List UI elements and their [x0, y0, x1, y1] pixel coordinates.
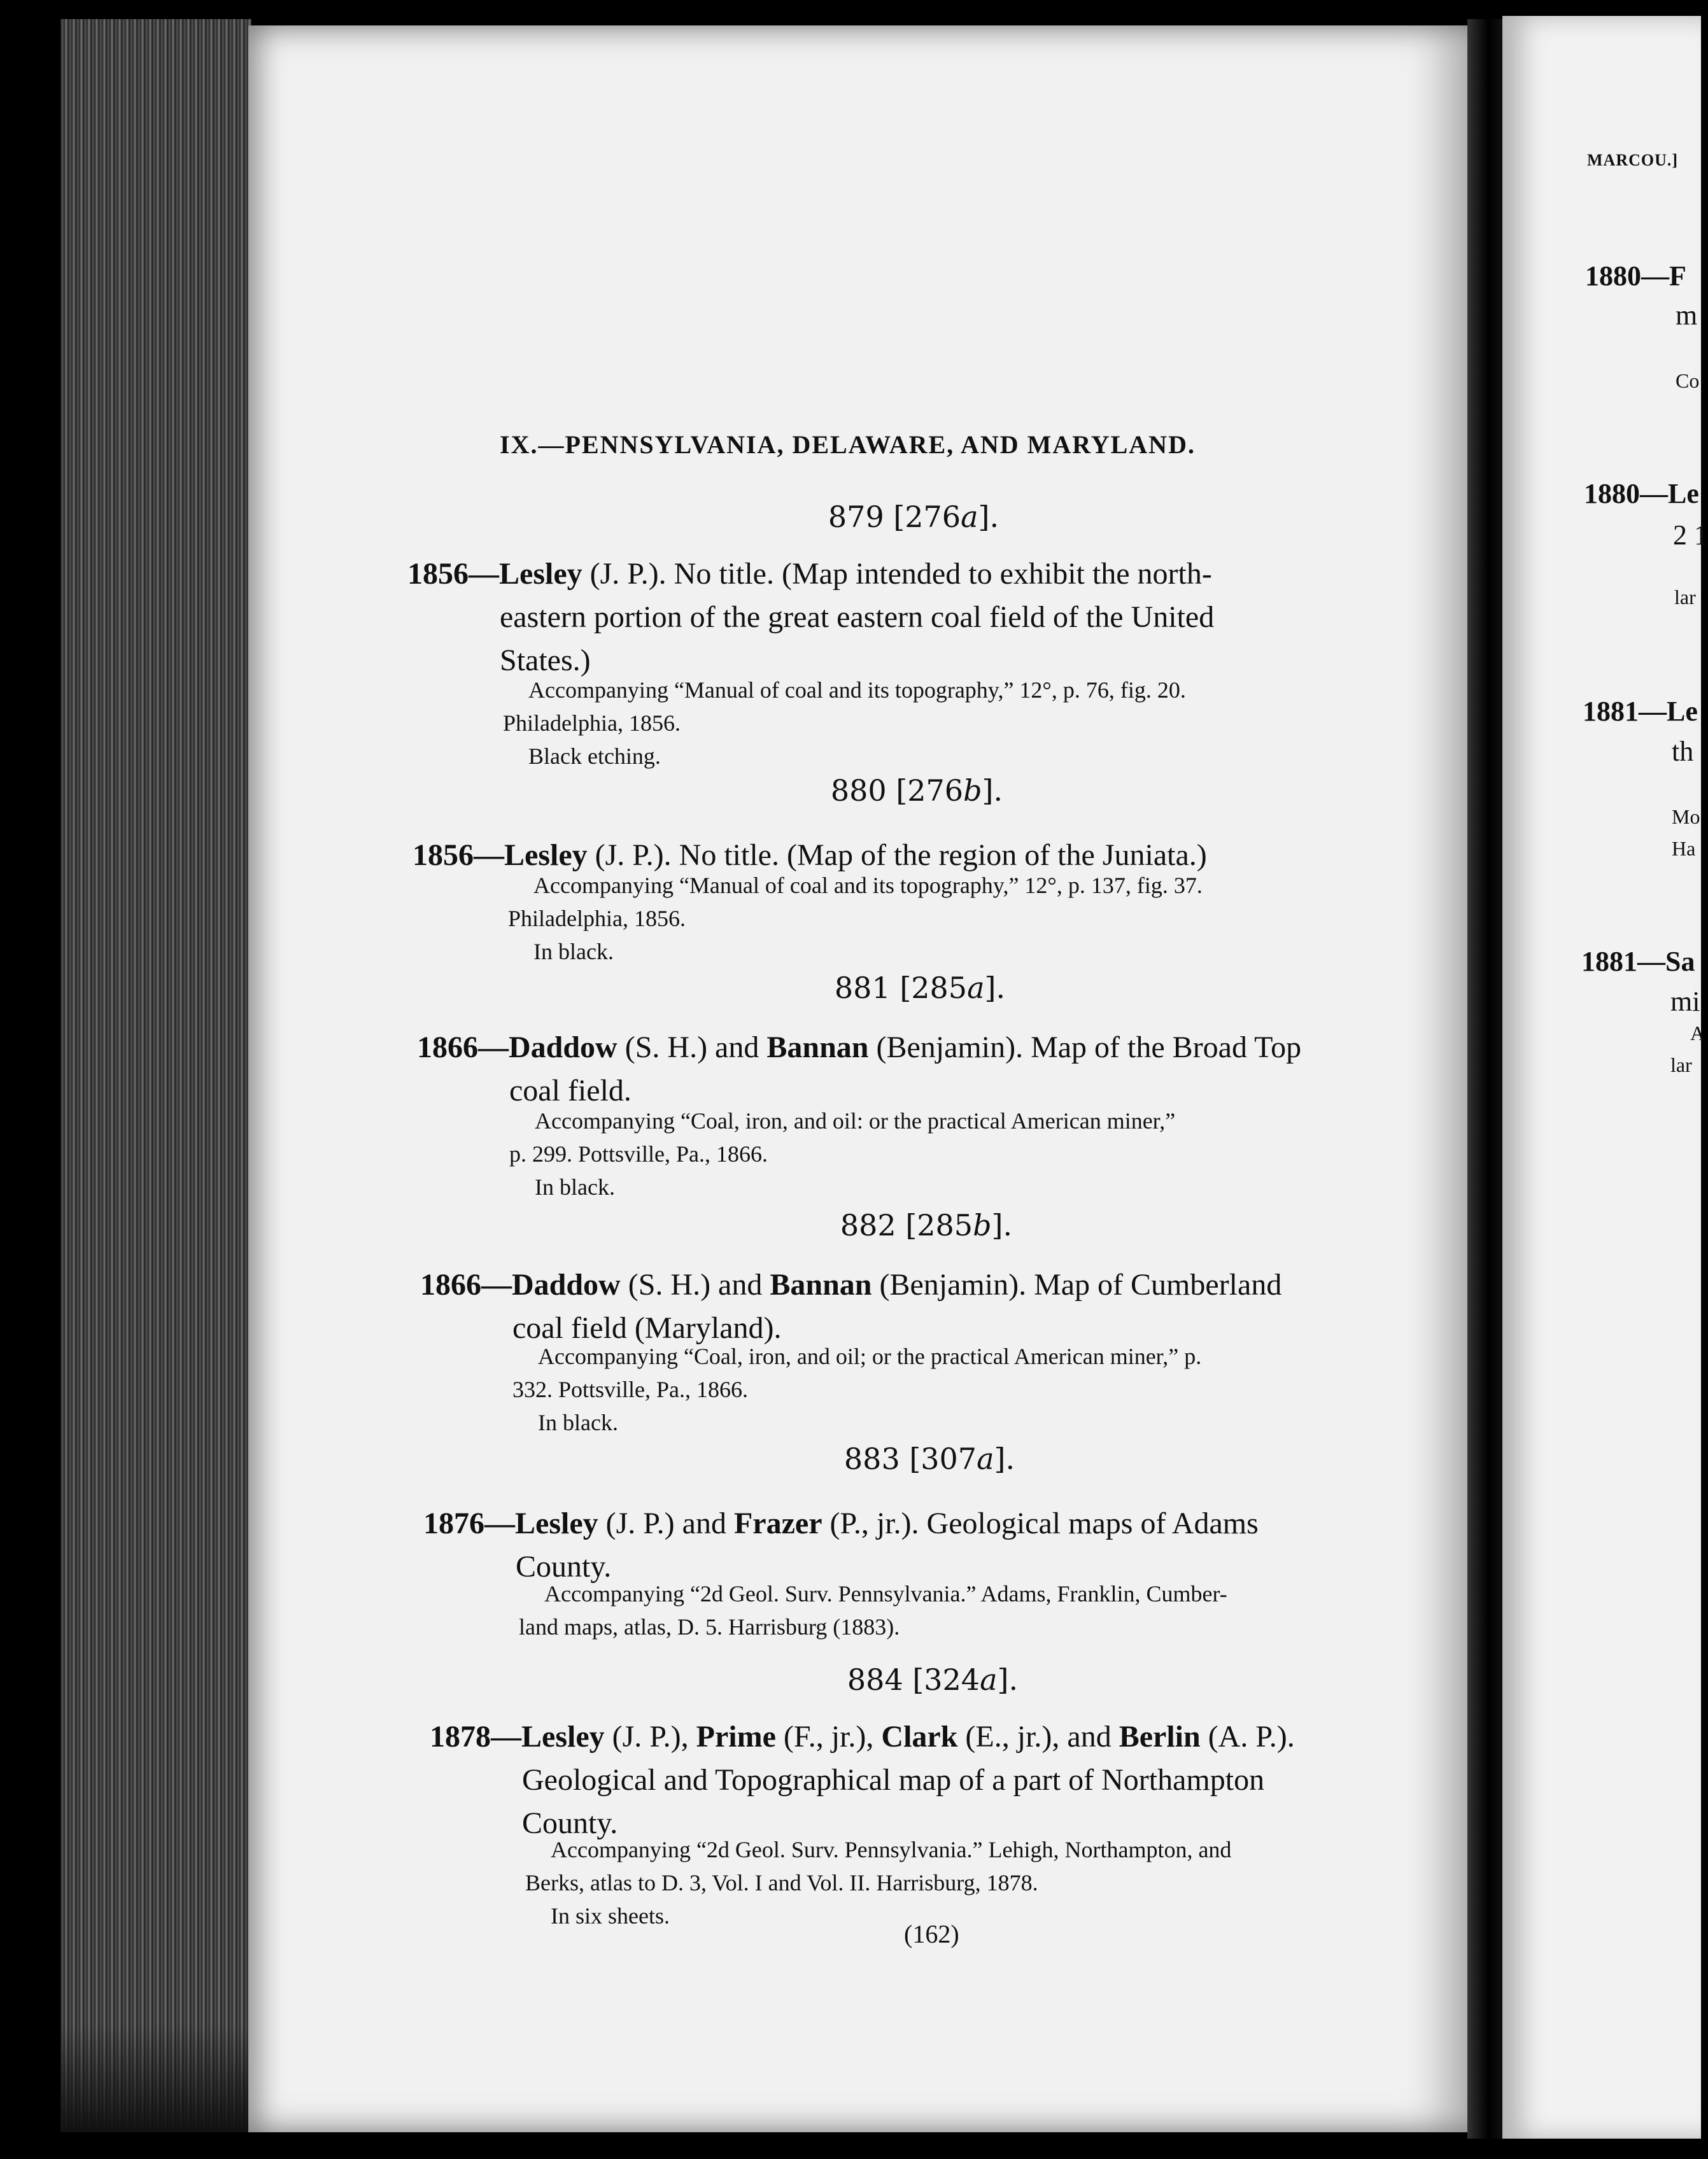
entry-title-880: 1856—Lesley (J. P.). No title. (Map of the region of the Juniata.) — [413, 838, 1207, 872]
entry-title-884: 1878—Lesley (J. P.), Prime (F., jr.), Clark (E., jr.), and Berlin (A. P.). Geological and Topographical map of a part of Northampton County. — [430, 1720, 1295, 1840]
right-fragment: 1881—Sa — [1581, 946, 1695, 977]
right-fragment: lar — [1670, 1053, 1692, 1076]
section-heading: IX.—PENNSYLVANIA, DELAWARE, AND MARYLAND. — [500, 430, 1196, 459]
book-gutter — [1467, 19, 1502, 2139]
entry-ref-880: 880 [276b]. — [830, 773, 1003, 808]
right-fragment: 1881—Le — [1583, 696, 1698, 727]
right-fragment: 1880—Le — [1584, 478, 1699, 509]
entry-ref-879: 879 [276a]. — [828, 500, 999, 534]
entry-notes-880: Accompanying “Manual of coal and its topography,” 12°, p. 137, fig. 37. Philadelphia, 1856. In black. — [508, 873, 1203, 964]
entry-notes-883: Accompanying “2d Geol. Surv. Pennsylvania.” Adams, Franklin, Cumber- land maps, atlas, D. 5. Harrisburg (1883). — [519, 1581, 1227, 1640]
entry-ref-882: 882 [285b]. — [840, 1208, 1013, 1242]
entry-notes-882: Accompanying “Coal, iron, and oil; or the practical American miner,” p. 332. Pottsville, Pa., 1866. In black. — [512, 1344, 1202, 1435]
entry-title-881: 1866—Daddow (S. H.) and Bannan (Benjamin). Map of the Broad Top coal field. — [417, 1030, 1302, 1108]
right-fragment: mi — [1670, 986, 1700, 1017]
entry-ref-884: 884 [324a]. — [847, 1663, 1019, 1697]
entry-ref-883: 883 [307a]. — [843, 1442, 1015, 1476]
right-page — [1502, 16, 1701, 2139]
entry-title-883: 1876—Lesley (J. P.) and Frazer (P., jr.). Geological maps of Adams County. — [423, 1507, 1259, 1584]
right-fragment: th — [1672, 736, 1694, 767]
right-fragment: A — [1690, 1022, 1705, 1044]
entry-title-879: 1856—Lesley (J. P.). No title. (Map intended to exhibit the north- eastern portion of the great eastern coal field of the United States.) — [407, 557, 1215, 677]
running-header: MARCOU.] — [1587, 151, 1679, 169]
entry-notes-881: Accompanying “Coal, iron, and oil: or the practical American miner,” p. 299. Pottsville, Pa., 1866. In black. — [509, 1108, 1176, 1200]
entry-notes-884: Accompanying “2d Geol. Surv. Pennsylvania.” Lehigh, Northampton, and Berks, atlas to D. 3, Vol. I and Vol. II. Harrisburg, 1878. In six sheets. — [525, 1837, 1232, 1929]
right-fragment: 1880—F — [1585, 260, 1686, 292]
right-fragment: 2 1 — [1673, 519, 1708, 551]
right-fragment: m — [1676, 300, 1698, 331]
entry-title-882: 1866—Daddow (S. H.) and Bannan (Benjamin). Map of Cumberland coal field (Maryland). — [420, 1268, 1282, 1345]
page-number: (162) — [904, 1920, 959, 1948]
right-fragment: Ha — [1672, 837, 1696, 860]
right-fragment: Co — [1676, 369, 1700, 392]
entry-notes-879: Accompanying “Manual of coal and its topography,” 12°, p. 76, fig. 20. Philadelphia, 1856. Black etching. — [503, 677, 1186, 769]
right-fragment: lar — [1674, 586, 1696, 608]
entry-ref-881: 881 [285a]. — [834, 971, 1006, 1005]
page-edges — [60, 19, 251, 2132]
page-edges-shadow — [60, 2024, 251, 2132]
right-fragment: Mo — [1672, 805, 1700, 828]
